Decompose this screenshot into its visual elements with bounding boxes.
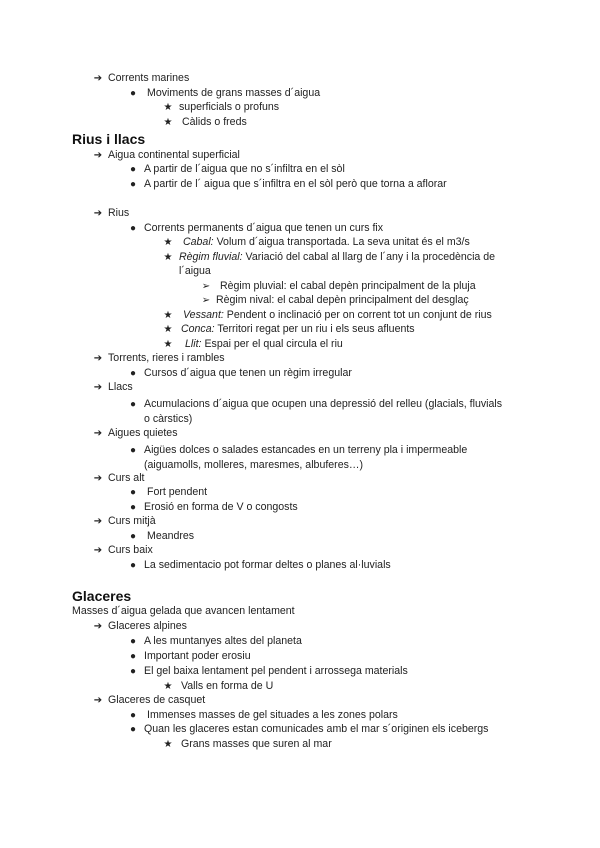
list-item-continuation: o càrstics) (144, 413, 193, 425)
arrow-bullet-icon: ➔ (93, 150, 103, 161)
dot-bullet-icon: ● (129, 487, 137, 498)
arrow-bullet-icon: ➔ (93, 473, 103, 484)
star-bullet-icon: ★ (163, 739, 173, 750)
arrow-bullet-icon: ➔ (93, 428, 103, 439)
dot-bullet-icon: ● (129, 223, 137, 234)
list-item-continuation: (aiguamolls, molleres, maresmes, albuferes…) (144, 459, 364, 471)
star-bullet-icon: ★ (163, 117, 173, 128)
dot-bullet-icon: ● (129, 560, 137, 571)
arrow-bullet-icon: ➔ (93, 516, 103, 527)
paragraph: Masses d´aigua gelada que avancen lentament (72, 605, 295, 617)
star-bullet-icon: ★ (163, 252, 173, 263)
heading-rius-i-llacs: Rius i llacs (72, 131, 146, 147)
star-bullet-icon: ★ (163, 339, 173, 350)
heading-glaceres: Glaceres (72, 588, 132, 604)
dot-bullet-icon: ● (129, 88, 137, 99)
dot-bullet-icon: ● (129, 179, 137, 190)
arrow-bullet-icon: ➔ (93, 353, 103, 364)
arrowhead-bullet-icon: ➢ (201, 295, 211, 306)
arrow-bullet-icon: ➔ (93, 545, 103, 556)
arrow-bullet-icon: ➔ (93, 382, 103, 393)
dot-bullet-icon: ● (129, 399, 137, 410)
star-bullet-icon: ★ (163, 102, 173, 113)
star-bullet-icon: ★ (163, 324, 173, 335)
star-bullet-icon: ★ (163, 237, 173, 248)
dot-bullet-icon: ● (129, 651, 137, 662)
arrow-bullet-icon: ➔ (93, 621, 103, 632)
dot-bullet-icon: ● (129, 531, 137, 542)
document-page: ➔ Corrents marines ● Moviments de grans masses d´aigua ★ superficials o profuns ★ Càlids o freds Rius i llacs ➔ Aigua continental superficial ● A partir de l´aigua que no s´infiltra en el sòl ● A partir de l´ aigua que s´infiltra en el sòl però que torna a aflorar ➔ Rius ● Corrents permanents d´aigua que tenen un curs fix ★ Cabal: Volum d´aigua transportada. La seva unitat és el m3/s ★ Règim fluvial: Variació del cabal al llarg de l´any i la procedència de l´aigua ➢ Règim pluvial: el cabal depèn principalment de la pluja ➢ Règim nival: el cabal depèn principalment del desglaç ★ Vessant: Pendent o inclinació per on corrent tot un conjunt de rius ★ Conca: Territori regat per un riu i els seus afluents ★ Llit: Espai per el qual circula el riu ➔ Torrents, rieres i rambles ● Cursos d´aigua que tenen un règim irregular ➔ Llacs ● Acumulacions d´aigua que ocupen una depressió del relleu (glacials, fluvials o càrstics) ➔ Aigues quietes ● Aigües dolces o salades estancades en un terreny pla i impermeable (aiguamolls, molleres, maresmes, albuferes…) ➔ Curs alt ● Fort pendent ● Erosió en forma de V o congosts ➔ Curs mitjà ● Meandres ➔ Curs baix ● La sedimentacio pot formar deltes o planes al·luvials Glaceres Masses d´aigua gelada que avancen lentament ➔ Glaceres alpines ● A les muntanyes altes del planeta ● Important poder erosiu ● El gel baixa lentament pel pendent i arrossega materials ★ Valls en forma de U ➔ Glaceres de casquet ● Immenses masses de gel situades a les zones polars ● Quan les glaceres estan comunicades amb el mar s´originen els icebergs ★ Grans masses que suren al mar (72, 72, 503, 750)
dot-bullet-icon: ● (129, 164, 137, 175)
dot-bullet-icon: ● (129, 445, 137, 456)
dot-bullet-icon: ● (129, 666, 137, 677)
list-item-continuation: l´aigua (179, 265, 211, 277)
dot-bullet-icon: ● (129, 502, 137, 513)
arrow-bullet-icon: ➔ (93, 73, 103, 84)
arrow-bullet-icon: ➔ (93, 695, 103, 706)
dot-bullet-icon: ● (129, 368, 137, 379)
dot-bullet-icon: ● (129, 724, 137, 735)
dot-bullet-icon: ● (129, 710, 137, 721)
arrowhead-bullet-icon: ➢ (201, 281, 211, 292)
dot-bullet-icon: ● (129, 636, 137, 647)
arrow-bullet-icon: ➔ (93, 208, 103, 219)
star-bullet-icon: ★ (163, 310, 173, 321)
star-bullet-icon: ★ (163, 681, 173, 692)
